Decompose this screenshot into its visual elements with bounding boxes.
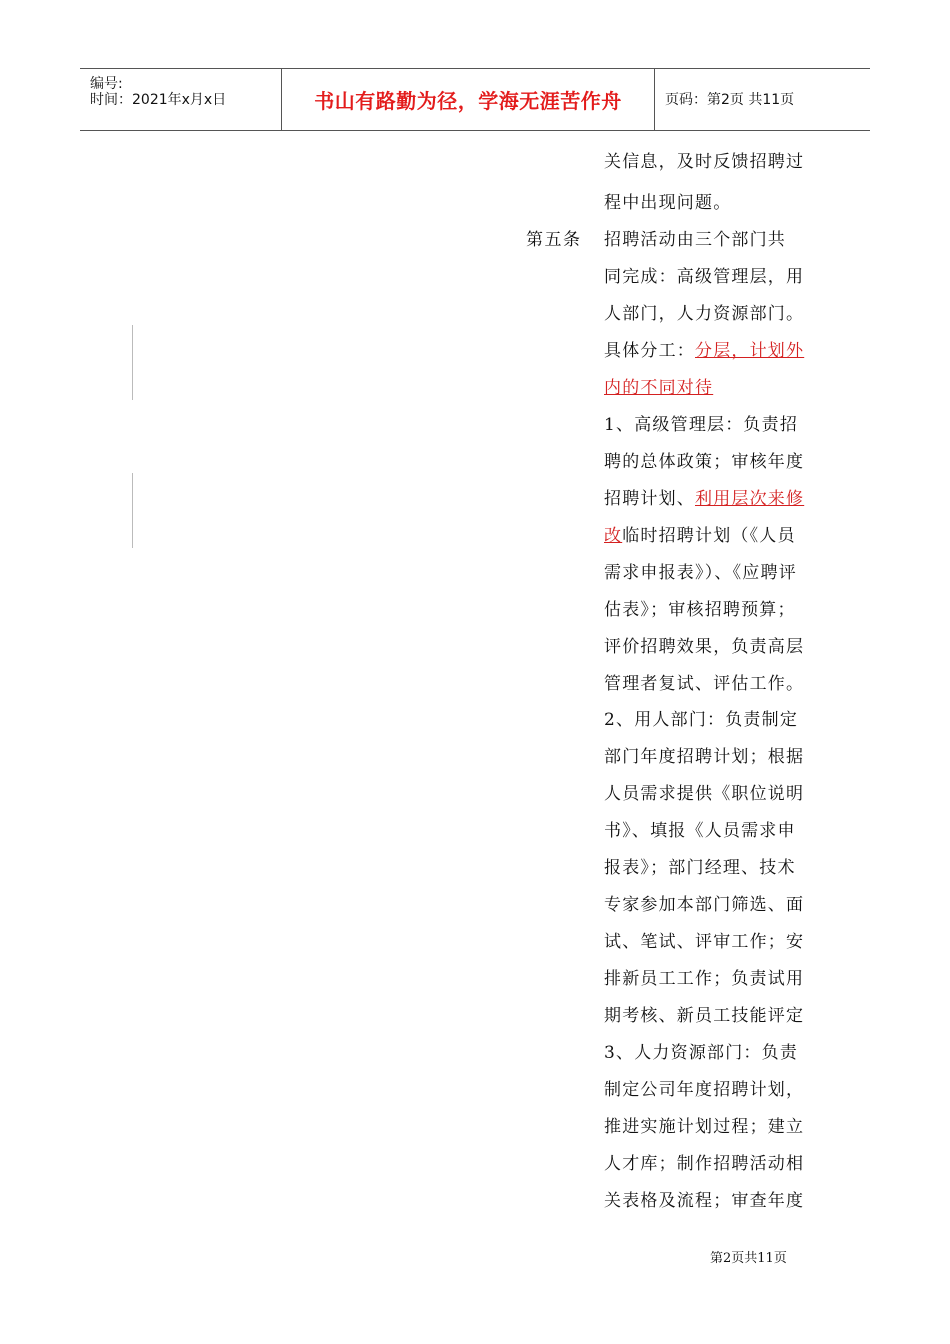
document-number-label: 编号:: [90, 76, 123, 92]
body-line: 1、高级管理层：负责招: [604, 415, 799, 435]
body-line: 管理者复试、评估工作。: [604, 674, 805, 694]
body-line: [604, 487, 804, 511]
body-line: 制定公司年度招聘计划，: [604, 1080, 805, 1100]
header-motto-cell: [282, 69, 655, 130]
header-motto: 书山有路勤为径，学海无涯苦作舟: [314, 89, 622, 113]
revision-annotation: 分层，计划外: [695, 341, 805, 361]
body-line: 关表格及流程；审查年度: [604, 1191, 805, 1211]
body-line: 人才库；制作招聘活动相: [604, 1154, 805, 1174]
document-header: [80, 68, 870, 131]
body-line: 同完成：高级管理层，用: [604, 267, 805, 287]
body-line: 聘的总体政策；审核年度: [604, 452, 805, 472]
body-line: [604, 524, 796, 548]
body-line: 试、笔试、评审工作；安: [604, 932, 805, 952]
body-line: 评价招聘效果，负责高层: [604, 637, 805, 657]
body-text-segment: 招聘计划、: [604, 489, 695, 509]
article-label: 第五条: [526, 230, 582, 250]
margin-change-bar: [132, 473, 133, 548]
body-line: 人部门，人力资源部门。: [604, 304, 805, 324]
page-footer: 第2页共11页: [710, 1251, 787, 1266]
body-line: [604, 339, 804, 363]
body-line: 部门年度招聘计划；根据: [604, 747, 805, 767]
body-line: 排新员工工作；负责试用: [604, 969, 805, 989]
body-line: 关信息，及时反馈招聘过: [604, 152, 805, 172]
revision-annotation: 内的不同对待: [604, 378, 714, 398]
body-line: 2、用人部门：负责制定: [604, 710, 799, 730]
body-line: 报表》；部门经理、技术: [604, 858, 796, 878]
body-text-segment: 具体分工：: [604, 341, 695, 361]
revision-annotation: 利用层次来修: [695, 489, 805, 509]
header-page-info: 页码：第2页 共11页: [665, 92, 795, 108]
body-line: 招聘活动由三个部门共: [604, 230, 786, 250]
body-line: 人员需求提供《职位说明: [604, 784, 805, 804]
body-line: 3、人力资源部门：负责: [604, 1043, 799, 1063]
margin-change-bar: [132, 325, 133, 400]
body-line: 书》、填报《人员需求申: [604, 821, 796, 841]
body-text-segment: 临时招聘计划（《人员: [622, 526, 796, 546]
header-page-cell: [655, 69, 870, 130]
body-line: 推进实施计划过程；建立: [604, 1117, 805, 1137]
body-line: 需求申报表》）、《应聘评: [604, 563, 797, 583]
body-line: 程中出现问题。: [604, 193, 732, 213]
header-meta-cell: [80, 69, 282, 130]
revision-annotation: 改: [604, 526, 623, 546]
body-line: 估表》；审核招聘预算；: [604, 600, 796, 620]
body-line: 专家参加本部门筛选、面: [604, 895, 805, 915]
document-time-label: 时间：2021年x月x日: [90, 92, 227, 108]
body-line: 期考核、新员工技能评定: [604, 1006, 805, 1026]
